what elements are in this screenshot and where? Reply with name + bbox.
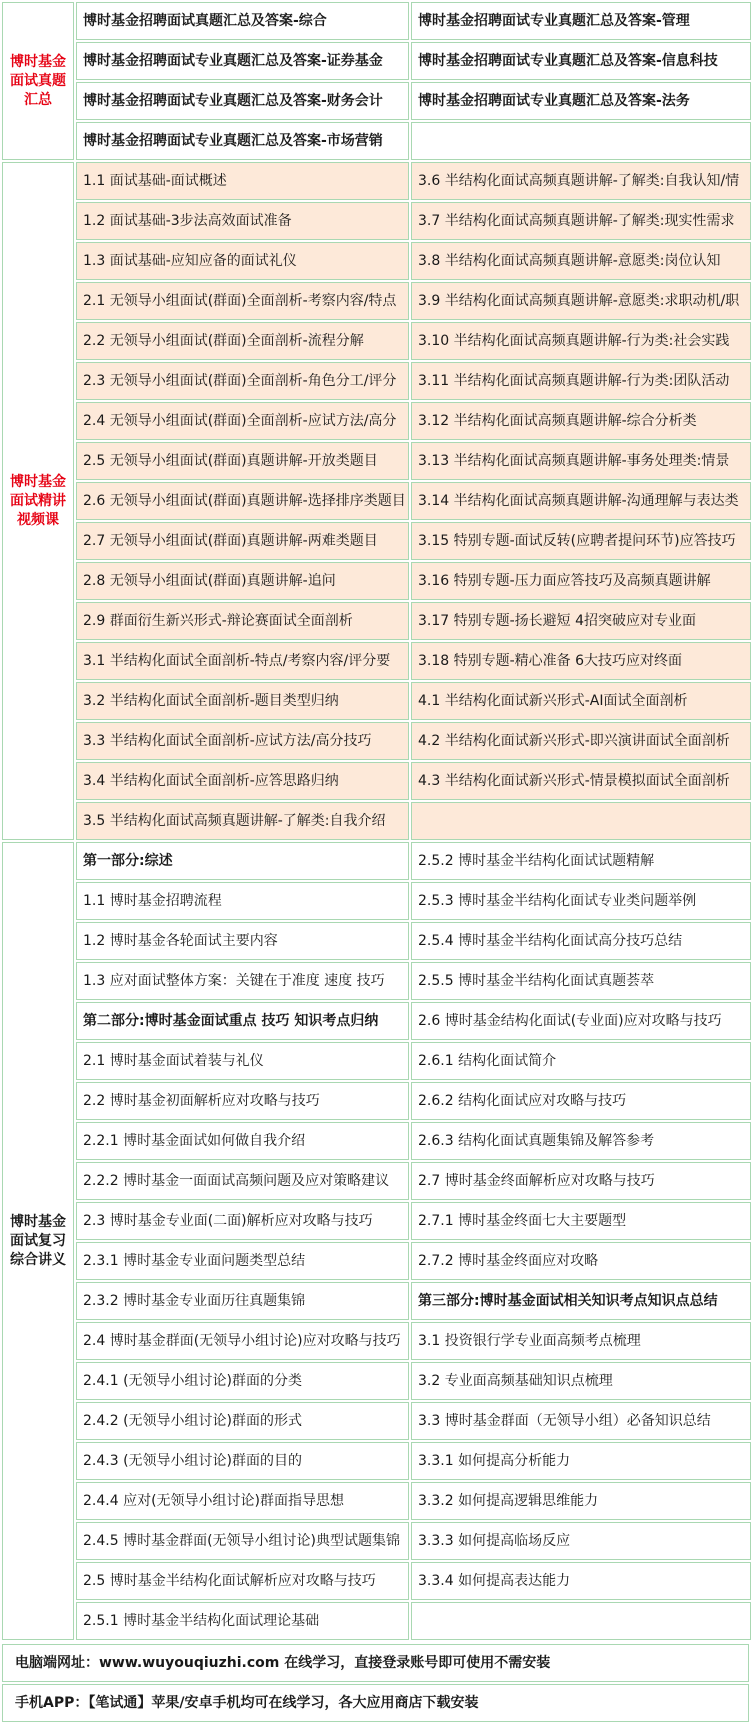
review-notes-item: 2.7.1 博时基金终面七大主要题型 — [411, 1202, 751, 1240]
review-notes-item: 3.2 专业面高频基础知识点梳理 — [411, 1362, 751, 1400]
video-course-item: 3.12 半结构化面试高频真题讲解-综合分析类 — [411, 402, 751, 440]
exam-questions-item: 博时基金招聘面试专业真题汇总及答案-信息科技 — [411, 42, 751, 80]
video-course-item: 4.3 半结构化面试新兴形式-情景模拟面试全面剖析 — [411, 762, 751, 800]
video-course-item: 2.4 无领导小组面试(群面)全面剖析-应试方法/高分 — [76, 402, 409, 440]
review-notes-item: 2.4.4 应对(无领导小组讨论)群面指导思想 — [76, 1482, 409, 1520]
review-notes-item: 2.6 博时基金结构化面试(专业面)应对攻略与技巧 — [411, 1002, 751, 1040]
exam-questions-item: 博时基金招聘面试专业真题汇总及答案-管理 — [411, 2, 751, 40]
video-course-item: 3.1 半结构化面试全面剖析-特点/考察内容/评分要 — [76, 642, 409, 680]
review-notes-row — [2, 1362, 751, 1400]
video-course-row — [2, 562, 751, 600]
review-notes-item: 2.6.3 结构化面试真题集锦及解答参考 — [411, 1122, 751, 1160]
video-course-item: 3.15 特别专题-面试反转(应聘者提问环节)应答技巧 — [411, 522, 751, 560]
review-notes-item: 3.1 投资银行学专业面高频考点梳理 — [411, 1322, 751, 1360]
review-notes-row — [2, 1442, 751, 1480]
review-notes-row — [2, 1282, 751, 1320]
video-course-row — [2, 322, 751, 360]
review-notes-item: 第三部分:博时基金面试相关知识考点知识点总结 — [411, 1282, 751, 1320]
exam-questions-item — [411, 122, 751, 160]
video-course-row — [2, 442, 751, 480]
review-notes-row — [2, 1522, 751, 1560]
review-notes-row — [2, 1002, 751, 1040]
review-notes-row — [2, 1322, 751, 1360]
video-course-item: 4.2 半结构化面试新兴形式-即兴演讲面试全面剖析 — [411, 722, 751, 760]
review-notes-item: 3.3.3 如何提高临场反应 — [411, 1522, 751, 1560]
review-notes-item: 3.3.1 如何提高分析能力 — [411, 1442, 751, 1480]
footer-table — [0, 1642, 751, 1724]
video-course-item: 3.18 特别专题-精心准备 6大技巧应对终面 — [411, 642, 751, 680]
review-notes-item: 2.4.5 博时基金群面(无领导小组讨论)典型试题集锦 — [76, 1522, 409, 1560]
video-course-row — [2, 642, 751, 680]
review-notes-item: 2.3.2 博时基金专业面历往真题集锦 — [76, 1282, 409, 1320]
review-notes-item: 2.7 博时基金终面解析应对攻略与技巧 — [411, 1162, 751, 1200]
review-notes-item: 3.3 博时基金群面（无领导小组）必备知识总结 — [411, 1402, 751, 1440]
review-notes-item: 3.3.4 如何提高表达能力 — [411, 1562, 751, 1600]
video-course-item: 3.8 半结构化面试高频真题讲解-意愿类:岗位认知 — [411, 242, 751, 280]
video-course-item: 2.7 无领导小组面试(群面)真题讲解-两难类题目 — [76, 522, 409, 560]
review-notes-item: 2.5.4 博时基金半结构化面试高分技巧总结 — [411, 922, 751, 960]
review-notes-row — [2, 842, 751, 880]
review-notes-item: 2.4.1 (无领导小组讨论)群面的分类 — [76, 1362, 409, 1400]
review-notes-item: 2.6.2 结构化面试应对攻略与技巧 — [411, 1082, 751, 1120]
review-notes-row — [2, 1122, 751, 1160]
exam-questions-row — [2, 2, 751, 40]
video-course-item: 3.14 半结构化面试高频真题讲解-沟通理解与表达类 — [411, 482, 751, 520]
review-notes-item: 2.4.3 (无领导小组讨论)群面的目的 — [76, 1442, 409, 1480]
review-notes-item: 2.5.5 博时基金半结构化面试真题荟萃 — [411, 962, 751, 1000]
review-notes-row — [2, 1402, 751, 1440]
video-course-item: 3.13 半结构化面试高频真题讲解-事务处理类:情景 — [411, 442, 751, 480]
review-notes-item: 2.4 博时基金群面(无领导小组讨论)应对攻略与技巧 — [76, 1322, 409, 1360]
video-course-item: 1.1 面试基础-面试概述 — [76, 162, 409, 200]
video-course-item: 2.2 无领导小组面试(群面)全面剖析-流程分解 — [76, 322, 409, 360]
video-course-item: 3.7 半结构化面试高频真题讲解-了解类:现实性需求 — [411, 202, 751, 240]
review-notes-row — [2, 1242, 751, 1280]
video-course-item: 3.11 半结构化面试高频真题讲解-行为类:团队活动 — [411, 362, 751, 400]
video-course-row — [2, 362, 751, 400]
video-course-item: 2.6 无领导小组面试(群面)真题讲解-选择排序类题目 — [76, 482, 409, 520]
review-notes-item: 第一部分:综述 — [76, 842, 409, 880]
review-notes-row — [2, 962, 751, 1000]
review-notes-heading: 博时基金面试复习综合讲义 — [2, 842, 74, 1640]
review-notes-item: 2.2.2 博时基金一面面试高频问题及应对策略建议 — [76, 1162, 409, 1200]
video-course-item: 2.9 群面衍生新兴形式-辩论赛面试全面剖析 — [76, 602, 409, 640]
video-course-item: 3.5 半结构化面试高频真题讲解-了解类:自我介绍 — [76, 802, 409, 840]
review-notes-item: 2.5.2 博时基金半结构化面试试题精解 — [411, 842, 751, 880]
exam-questions-item: 博时基金招聘面试专业真题汇总及答案-市场营销 — [76, 122, 409, 160]
video-course-row — [2, 202, 751, 240]
review-notes-item: 2.4.2 (无领导小组讨论)群面的形式 — [76, 1402, 409, 1440]
video-course-item: 2.8 无领导小组面试(群面)真题讲解-追问 — [76, 562, 409, 600]
video-course-item: 2.1 无领导小组面试(群面)全面剖析-考察内容/特点 — [76, 282, 409, 320]
video-course-heading: 博时基金面试精讲视频课 — [2, 162, 74, 840]
video-course-item: 1.2 面试基础-3步法高效面试准备 — [76, 202, 409, 240]
video-course-row — [2, 482, 751, 520]
review-notes-item: 2.1 博时基金面试着装与礼仪 — [76, 1042, 409, 1080]
video-course-item: 2.3 无领导小组面试(群面)全面剖析-角色分工/评分 — [76, 362, 409, 400]
review-notes-item: 2.6.1 结构化面试简介 — [411, 1042, 751, 1080]
video-course-item: 3.6 半结构化面试高频真题讲解-了解类:自我认知/情 — [411, 162, 751, 200]
video-course-row — [2, 802, 751, 840]
review-notes-row — [2, 1562, 751, 1600]
video-course-item: 3.10 半结构化面试高频真题讲解-行为类:社会实践 — [411, 322, 751, 360]
video-course-item: 3.2 半结构化面试全面剖析-题目类型归纳 — [76, 682, 409, 720]
review-notes-item: 第二部分:博时基金面试重点 技巧 知识考点归纳 — [76, 1002, 409, 1040]
exam-questions-item: 博时基金招聘面试专业真题汇总及答案-法务 — [411, 82, 751, 120]
review-notes-row — [2, 1202, 751, 1240]
video-course-item: 3.3 半结构化面试全面剖析-应试方法/高分技巧 — [76, 722, 409, 760]
video-course-item: 3.16 特别专题-压力面应答技巧及高频真题讲解 — [411, 562, 751, 600]
review-notes-item: 2.5.1 博时基金半结构化面试理论基础 — [76, 1602, 409, 1640]
exam-questions-item: 博时基金招聘面试真题汇总及答案-综合 — [76, 2, 409, 40]
review-notes-item: 2.7.2 博时基金终面应对攻略 — [411, 1242, 751, 1280]
review-notes-item: 2.2.1 博时基金面试如何做自我介绍 — [76, 1122, 409, 1160]
video-course-item: 3.17 特别专题-扬长避短 4招突破应对专业面 — [411, 602, 751, 640]
video-course-row — [2, 522, 751, 560]
footer-app-line: 手机APP：【笔试通】苹果/安卓手机均可在线学习，各大应用商店下载安装 — [2, 1684, 749, 1722]
review-notes-item: 1.2 博时基金各轮面试主要内容 — [76, 922, 409, 960]
review-notes-row — [2, 1082, 751, 1120]
exam-questions-row — [2, 42, 751, 80]
video-course-row — [2, 722, 751, 760]
video-course-item: 1.3 面试基础-应知应备的面试礼仪 — [76, 242, 409, 280]
exam-questions-row — [2, 82, 751, 120]
video-course-item: 2.5 无领导小组面试(群面)真题讲解-开放类题目 — [76, 442, 409, 480]
exam-questions-item: 博时基金招聘面试专业真题汇总及答案-财务会计 — [76, 82, 409, 120]
exam-questions-item: 博时基金招聘面试专业真题汇总及答案-证券基金 — [76, 42, 409, 80]
video-course-row — [2, 682, 751, 720]
review-notes-item: 2.2 博时基金初面解析应对攻略与技巧 — [76, 1082, 409, 1120]
review-notes-row — [2, 882, 751, 920]
video-course-row — [2, 162, 751, 200]
review-notes-item: 2.3.1 博时基金专业面问题类型总结 — [76, 1242, 409, 1280]
review-notes-item: 1.3 应对面试整体方案：关键在于准度 速度 技巧 — [76, 962, 409, 1000]
review-notes-row — [2, 1482, 751, 1520]
review-notes-item: 3.3.2 如何提高逻辑思维能力 — [411, 1482, 751, 1520]
review-notes-item: 2.3 博时基金专业面(二面)解析应对攻略与技巧 — [76, 1202, 409, 1240]
review-notes-item: 2.5 博时基金半结构化面试解析应对攻略与技巧 — [76, 1562, 409, 1600]
video-course-row — [2, 402, 751, 440]
footer-web-line: 电脑端网址：www.wuyouqiuzhi.com 在线学习，直接登录账号即可使用不需安装 — [2, 1644, 749, 1682]
review-notes-item: 1.1 博时基金招聘流程 — [76, 882, 409, 920]
review-notes-item — [411, 1602, 751, 1640]
review-notes-row — [2, 1602, 751, 1640]
video-course-item: 3.9 半结构化面试高频真题讲解-意愿类:求职动机/职 — [411, 282, 751, 320]
video-course-item: 4.1 半结构化面试新兴形式-AI面试全面剖析 — [411, 682, 751, 720]
video-course-item: 3.4 半结构化面试全面剖析-应答思路归纳 — [76, 762, 409, 800]
review-notes-row — [2, 1162, 751, 1200]
video-course-row — [2, 602, 751, 640]
review-notes-row — [2, 1042, 751, 1080]
video-course-item — [411, 802, 751, 840]
video-course-row — [2, 242, 751, 280]
exam-questions-heading: 博时基金面试真题汇总 — [2, 2, 74, 160]
review-notes-row — [2, 922, 751, 960]
review-notes-item: 2.5.3 博时基金半结构化面试专业类问题举例 — [411, 882, 751, 920]
video-course-row — [2, 282, 751, 320]
exam-questions-row — [2, 122, 751, 160]
video-course-row — [2, 762, 751, 800]
